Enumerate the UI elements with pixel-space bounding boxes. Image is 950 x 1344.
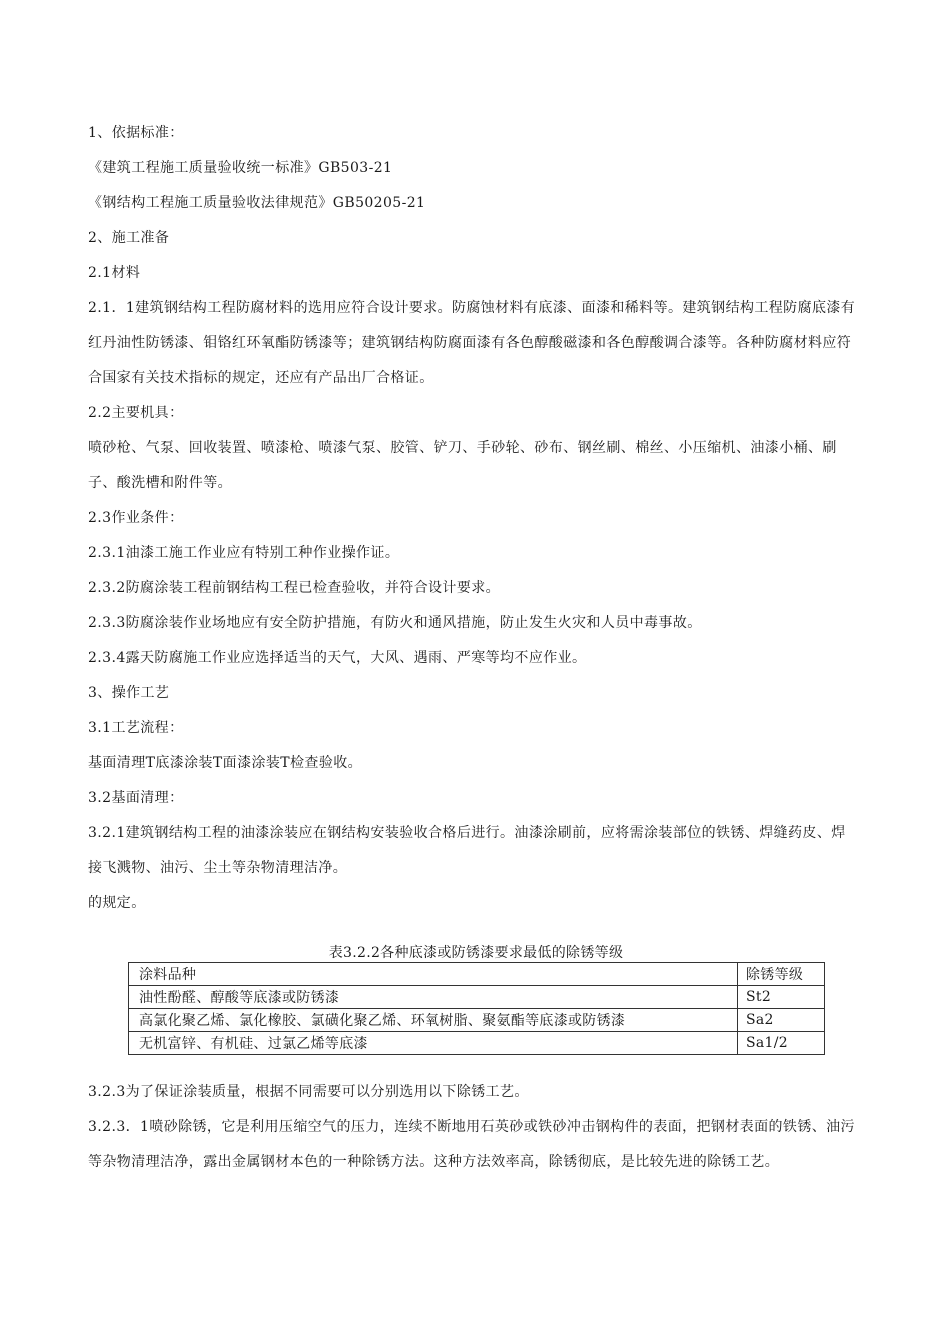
section-heading-3: 3、操作工艺: [88, 685, 170, 701]
table-cell-coating: 高氯化聚乙烯、氯化橡胶、氯磺化聚乙烯、环氧树脂、聚氨酯等底漆或防锈漆: [129, 1009, 738, 1032]
table-row: [129, 1032, 825, 1055]
table-row: [129, 1009, 825, 1032]
section-heading-1: 1、依据标准：: [88, 125, 184, 141]
paragraph-tools: 喷砂枪、气泵、回收装置、喷漆枪、喷漆气泵、胶管、铲刀、手砂轮、砂布、钢丝刷、棉丝、小压缩机、油漆小桶、刷子、酸洗槽和附件等。: [88, 440, 837, 491]
standard-reference-2: 《钢结构工程施工质量验收法律规范》GB50205-21: [88, 195, 426, 211]
paragraph-2-3-3: 2.3.3防腐涂装作业场地应有安全防护措施，有防火和通风措施，防止发生火灾和人员中毒事故。: [88, 615, 702, 631]
paragraph-fragment: 的规定。: [88, 895, 146, 911]
subsection-heading-2-3: 2.3作业条件：: [88, 510, 184, 526]
paragraph-2-3-2: 2.3.2防腐涂装工程前钢结构工程已检查验收，并符合设计要求。: [88, 580, 501, 596]
table-caption: 表3.2.2各种底漆或防锈漆要求最低的除锈等级: [328, 945, 624, 961]
paragraph-2-1-1: 2.1．1建筑钢结构工程防腐材料的选用应符合设计要求。防腐蚀材料有底漆、面漆和稀料等。建筑钢结构工程防腐底漆有红丹油性防锈漆、钼铬红环氧酯防锈漆等；建筑钢结构防腐面漆有各色醇酸磁漆和各色醇酸调合漆等。各种防腐材料应符合国家有关技术指标的规定，还应有产品出厂合格证。: [88, 300, 856, 386]
table-cell-grade: St2: [738, 986, 825, 1009]
header-cell-coating: 涂料品种: [129, 963, 738, 986]
paragraph-3-2-1: 3.2.1建筑钢结构工程的油漆涂装应在钢结构安装验收合格后进行。油漆涂刷前，应将需涂装部位的铁锈、焊缝药皮、焊接飞溅物、油污、尘土等杂物清理洁净。: [88, 825, 846, 876]
paragraph-2-3-1: 2.3.1油漆工施工作业应有特别工种作业操作证。: [88, 545, 400, 561]
table-cell-grade: Sa2: [738, 1009, 825, 1032]
table-header-row: [129, 963, 825, 986]
section-heading-2: 2、施工准备: [88, 230, 170, 246]
subsection-heading-3-2: 3.2基面清理：: [88, 790, 184, 806]
subsection-heading-3-1: 3.1工艺流程：: [88, 720, 184, 736]
paragraph-3-2-3: 3.2.3为了保证涂装质量，根据不同需要可以分别选用以下除锈工艺。: [88, 1084, 529, 1100]
header-cell-grade: 除锈等级: [738, 963, 825, 986]
table-cell-grade: Sa1/2: [738, 1032, 825, 1055]
table-cell-coating: 无机富锌、有机硅、过氯乙烯等底漆: [129, 1032, 738, 1055]
subsection-heading-2-1: 2.1材料: [88, 265, 141, 281]
subsection-heading-2-2: 2.2主要机具：: [88, 405, 184, 421]
process-flow: 基面清理T底漆涂装T面漆涂装T检查验收。: [88, 755, 363, 771]
table-cell-coating: 油性酚醛、醇酸等底漆或防锈漆: [129, 986, 738, 1009]
paragraph-2-3-4: 2.3.4露天防腐施工作业应选择适当的天气，大风、遇雨、严寒等均不应作业。: [88, 650, 587, 666]
standard-reference-1: 《建筑工程施工质量验收统一标准》GB503-21: [88, 160, 393, 176]
paragraph-3-2-3-1: 3.2.3．1喷砂除锈，它是利用压缩空气的压力，连续不断地用石英砂或铁砂冲击钢构件的表面，把钢材表面的铁锈、油污等杂物清理洁净，露出金属钢材本色的一种除锈方法。这种方法效率高，除锈彻底，是比较先进的除锈工艺。: [88, 1119, 855, 1170]
rust-grade-table: [128, 962, 825, 1055]
table-row: [129, 986, 825, 1009]
